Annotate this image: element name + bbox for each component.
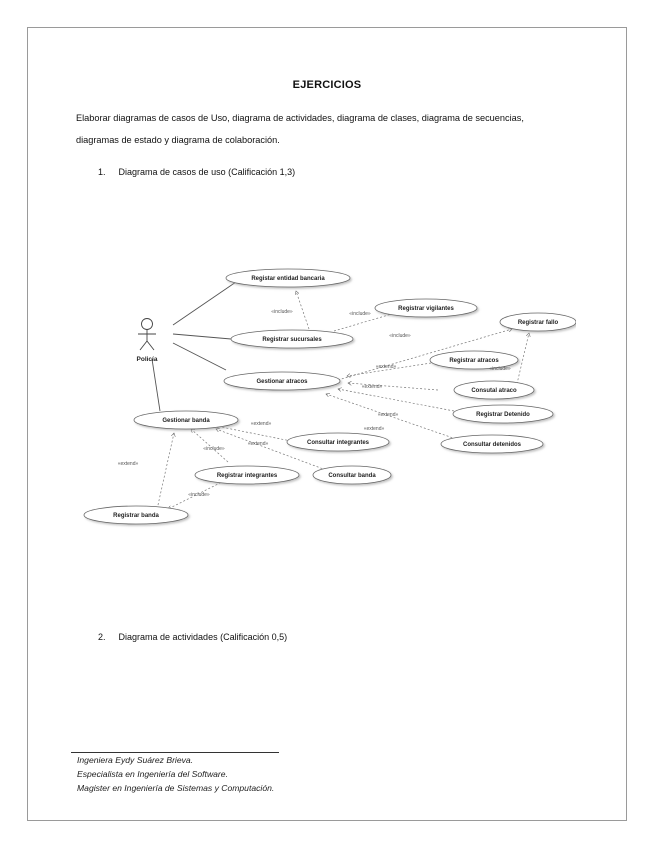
- footer-line-1: Ingeniera Eydy Suárez Brieva.: [77, 755, 194, 765]
- exercise-item-2: [98, 632, 287, 642]
- use-case-gestionar-atracos: Gestionar atracos: [256, 379, 308, 385]
- use-case-registrar-entidad: Registar entidad bancaria: [251, 276, 325, 282]
- relation-label: «extend»: [377, 412, 399, 418]
- use-case-consultar-integrantes: Consultar integrantes: [306, 440, 370, 446]
- relation-label: «include»: [389, 333, 411, 339]
- relation-label: «include»: [203, 446, 225, 452]
- document-page: [27, 27, 627, 821]
- intro-line-2: diagramas de estado y diagrama de colaboración.: [76, 135, 280, 145]
- use-case-gestionar-banda: Gestionar banda: [162, 418, 210, 424]
- item-text: Diagrama de casos de uso (Calificación 1,3): [118, 167, 296, 177]
- footer-line-3: Magister en Ingeniería de Sistemas y Computación.: [77, 783, 275, 793]
- use-case-consultar-banda: Consultar banda: [328, 473, 376, 479]
- item-text: Diagrama de actividades (Calificación 0,5): [118, 632, 288, 642]
- item-number: 2.: [98, 632, 106, 642]
- use-case-registrar-banda: Registrar banda: [113, 513, 159, 519]
- use-case-registrar-detenido: Registrar Detenido: [476, 412, 530, 418]
- footer-line-2: Especialista en Ingeniería del Software.: [77, 769, 228, 779]
- relation-label: «extend»: [361, 384, 383, 390]
- use-case-registrar-integrantes: Registrar integrantes: [216, 473, 278, 479]
- use-case-registrar-vigilantes: Registrar vigilantes: [398, 306, 454, 312]
- use-case-consutal-atraco: Consutal atraco: [471, 388, 517, 394]
- relation-label: «include»: [271, 309, 293, 315]
- actor-figure: [138, 319, 156, 351]
- relation-label: «include»: [489, 366, 511, 372]
- use-case-consultar-detenidos: Consultar detenidos: [462, 442, 522, 448]
- use-case-registrar-fallo: Registrar fallo: [517, 320, 559, 326]
- intro-line-1: Elaborar diagramas de casos de Uso, diagrama de actividades, diagrama de clases, diagrama de secuencias,: [76, 113, 524, 123]
- use-case-registrar-sucursales: Registrar sucursales: [262, 337, 322, 343]
- use-case-registrar-atracos: Registrar atracos: [449, 358, 499, 364]
- exercise-item-1: [98, 167, 295, 177]
- relation-label: «extend»: [117, 461, 139, 467]
- relation-label: «include»: [349, 311, 371, 317]
- relation-label: «extend»: [363, 426, 385, 432]
- relation-label: «extend»: [250, 421, 272, 427]
- relation-label: «extend»: [247, 441, 269, 447]
- relation-label: «extend»: [375, 364, 397, 370]
- page-title: EJERCICIOS: [292, 79, 362, 91]
- actor-label: Policía: [136, 356, 158, 363]
- relation-label: «include»: [188, 492, 210, 498]
- item-number: 1.: [98, 167, 106, 177]
- use-case-diagram: [76, 233, 576, 533]
- footer-divider: [71, 752, 279, 753]
